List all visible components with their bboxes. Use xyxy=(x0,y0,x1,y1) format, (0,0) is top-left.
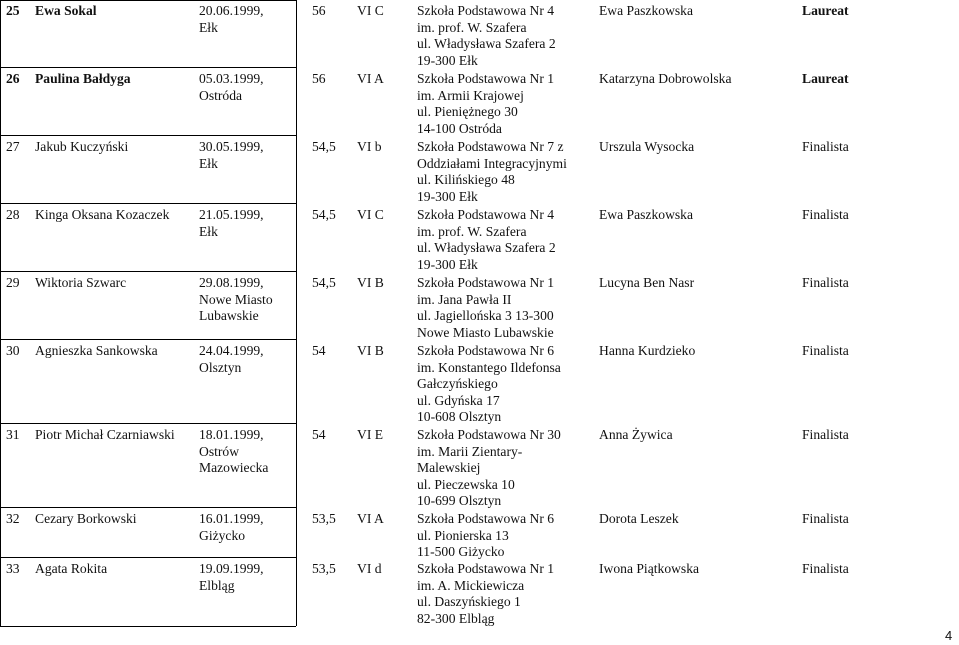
points: 54,5 xyxy=(312,139,336,154)
row-divider xyxy=(0,507,296,508)
school-info-line: 14-100 Ostróda xyxy=(417,120,502,136)
points: 54,5 xyxy=(312,275,336,290)
school-info xyxy=(417,343,593,426)
points: 54,5 xyxy=(312,207,336,222)
participant-name: Wiktoria Szwarc xyxy=(35,275,127,290)
school-info-line: Nowe Miasto Lubawskie xyxy=(417,324,554,340)
school-info-line: ul. Daszyńskiego 1 xyxy=(417,594,521,610)
row-number: 27 xyxy=(6,139,20,154)
row-number: 29 xyxy=(6,275,20,290)
participant-name: Paulina Bałdyga xyxy=(35,71,131,86)
row-divider xyxy=(0,423,296,424)
teacher-name: Ewa Paszkowska xyxy=(599,207,694,222)
result: Finalista xyxy=(802,427,849,442)
class: VI C xyxy=(357,3,384,18)
points: 54 xyxy=(312,427,326,442)
school-info-line: im. Konstantego Ildefonsa xyxy=(417,359,561,375)
school-info xyxy=(417,275,593,341)
participant-name: Jakub Kuczyński xyxy=(35,139,129,154)
class: VI B xyxy=(357,275,384,290)
row-divider xyxy=(0,67,296,68)
page-number: 4 xyxy=(945,628,953,643)
class: VI B xyxy=(357,343,384,358)
points: 56 xyxy=(312,71,326,86)
birth-info xyxy=(199,511,289,544)
birth-info xyxy=(199,561,289,594)
result: Laureat xyxy=(802,71,849,86)
birth-info-line: 30.05.1999, xyxy=(199,139,264,154)
birth-info-line: 24.04.1999, xyxy=(199,343,264,358)
teacher-name: Lucyna Ben Nasr xyxy=(599,275,695,290)
teacher-name: Iwona Piątkowska xyxy=(599,561,700,576)
points: 53,5 xyxy=(312,561,336,576)
school-info xyxy=(417,427,593,510)
participant-name: Agata Rokita xyxy=(35,561,108,576)
teacher-name: Dorota Leszek xyxy=(599,511,679,526)
result: Finalista xyxy=(802,511,849,526)
points: 56 xyxy=(312,3,326,18)
teacher-name: Urszula Wysocka xyxy=(599,139,695,154)
row-number: 26 xyxy=(6,71,20,86)
birth-info-line: 20.06.1999, xyxy=(199,3,264,18)
school-info xyxy=(417,511,593,561)
school-info-line: im. prof. W. Szafera xyxy=(417,19,527,35)
class: VI b xyxy=(357,139,382,154)
row-divider xyxy=(0,203,296,204)
school-info-line: im. A. Mickiewicza xyxy=(417,577,525,593)
column-divider xyxy=(296,0,297,626)
school-info-line: 19-300 Ełk xyxy=(417,188,478,204)
birth-info xyxy=(199,427,289,477)
row-divider xyxy=(0,0,296,1)
result: Finalista xyxy=(802,275,849,290)
birth-info xyxy=(199,343,289,376)
row-number: 30 xyxy=(6,343,20,358)
school-info xyxy=(417,3,593,69)
school-info-line: Gałczyńskiego xyxy=(417,376,498,392)
points: 54 xyxy=(312,343,326,358)
class: VI A xyxy=(357,511,384,526)
school-info-line: Szkoła Podstawowa Nr 7 z xyxy=(417,139,564,154)
school-info-line: ul. Kilińskiego 48 xyxy=(417,172,515,188)
school-info-line: Szkoła Podstawowa Nr 6 xyxy=(417,343,555,358)
school-info xyxy=(417,139,593,205)
result: Finalista xyxy=(802,343,849,358)
participant-name: Cezary Borkowski xyxy=(35,511,137,526)
birth-info xyxy=(199,71,289,104)
birth-info-line: Ostróda xyxy=(199,87,243,103)
class: VI A xyxy=(357,71,384,86)
row-number: 31 xyxy=(6,427,20,442)
school-info xyxy=(417,561,593,627)
birth-info-line: Nowe Miasto xyxy=(199,291,273,307)
school-info-line: ul. Władysława Szafera 2 xyxy=(417,36,556,52)
birth-info-line: Ełk xyxy=(199,19,218,35)
school-info-line: ul. Władysława Szafera 2 xyxy=(417,240,556,256)
birth-info-line: 29.08.1999, xyxy=(199,275,264,290)
result: Laureat xyxy=(802,3,849,18)
school-info-line: ul. Jagiellońska 3 13-300 xyxy=(417,308,554,324)
row-number: 25 xyxy=(6,3,20,18)
school-info-line: 10-699 Olsztyn xyxy=(417,493,502,509)
row-number: 33 xyxy=(6,561,20,576)
class: VI C xyxy=(357,207,384,222)
school-info xyxy=(417,207,593,273)
school-info-line: im. Jana Pawła II xyxy=(417,291,512,307)
birth-info-line: 21.05.1999, xyxy=(199,207,264,222)
points: 53,5 xyxy=(312,511,336,526)
column-divider xyxy=(0,0,1,626)
school-info-line: Malewskiej xyxy=(417,460,481,476)
birth-info-line: Olsztyn xyxy=(199,359,242,375)
birth-info-line: 05.03.1999, xyxy=(199,71,264,86)
school-info-line: 11-500 Giżycko xyxy=(417,544,505,560)
birth-info-line: Elbląg xyxy=(199,577,235,593)
birth-info-line: Ełk xyxy=(199,223,218,239)
row-number: 28 xyxy=(6,207,20,222)
participant-name: Agnieszka Sankowska xyxy=(35,343,158,358)
school-info-line: Szkoła Podstawowa Nr 4 xyxy=(417,207,555,222)
birth-info-line: 18.01.1999, xyxy=(199,427,264,442)
row-divider xyxy=(0,557,296,558)
result: Finalista xyxy=(802,139,849,154)
class: VI d xyxy=(357,561,382,576)
birth-info xyxy=(199,139,289,172)
school-info-line: Szkoła Podstawowa Nr 1 xyxy=(417,71,555,86)
teacher-name: Hanna Kurdzieko xyxy=(599,343,696,358)
birth-info-line: Mazowiecka xyxy=(199,460,269,476)
school-info-line: 10-608 Olsztyn xyxy=(417,409,502,425)
participant-name: Piotr Michał Czarniawski xyxy=(35,427,175,442)
teacher-name: Anna Żywica xyxy=(599,427,673,442)
birth-info-line: Ełk xyxy=(199,155,218,171)
school-info-line: ul. Gdyńska 17 xyxy=(417,392,500,408)
row-divider xyxy=(0,626,296,627)
birth-info-line: 16.01.1999, xyxy=(199,511,264,526)
row-divider xyxy=(0,339,296,340)
teacher-name: Ewa Paszkowska xyxy=(599,3,694,18)
school-info-line: 82-300 Elbląg xyxy=(417,610,495,626)
school-info-line: ul. Pieniężnego 30 xyxy=(417,104,518,120)
school-info-line: Szkoła Podstawowa Nr 1 xyxy=(417,275,555,290)
school-info-line: Szkoła Podstawowa Nr 1 xyxy=(417,561,555,576)
result: Finalista xyxy=(802,207,849,222)
school-info-line: Oddziałami Integracyjnymi xyxy=(417,155,567,171)
school-info-line: ul. Pionierska 13 xyxy=(417,527,509,543)
school-info xyxy=(417,71,593,137)
school-info-line: im. Armii Krajowej xyxy=(417,87,524,103)
school-info-line: Szkoła Podstawowa Nr 30 xyxy=(417,427,561,442)
class: VI E xyxy=(357,427,384,442)
result: Finalista xyxy=(802,561,849,576)
school-info-line: im. Marii Zientary- xyxy=(417,443,523,459)
birth-info-line: Giżycko xyxy=(199,527,246,543)
birth-info-line: 19.09.1999, xyxy=(199,561,264,576)
birth-info xyxy=(199,207,289,240)
participant-name: Kinga Oksana Kozaczek xyxy=(35,207,170,222)
birth-info xyxy=(199,275,289,325)
school-info-line: im. prof. W. Szafera xyxy=(417,223,527,239)
row-divider xyxy=(0,271,296,272)
school-info-line: 19-300 Ełk xyxy=(417,52,478,68)
birth-info xyxy=(199,3,289,36)
birth-info-line: Lubawskie xyxy=(199,308,259,324)
school-info-line: Szkoła Podstawowa Nr 4 xyxy=(417,3,555,18)
school-info-line: 19-300 Ełk xyxy=(417,256,478,272)
row-number: 32 xyxy=(6,511,20,526)
participant-name: Ewa Sokal xyxy=(35,3,97,18)
birth-info-line: Ostrów xyxy=(199,443,240,459)
school-info-line: ul. Pieczewska 10 xyxy=(417,476,515,492)
school-info-line: Szkoła Podstawowa Nr 6 xyxy=(417,511,555,526)
teacher-name: Katarzyna Dobrowolska xyxy=(599,71,732,86)
row-divider xyxy=(0,135,296,136)
